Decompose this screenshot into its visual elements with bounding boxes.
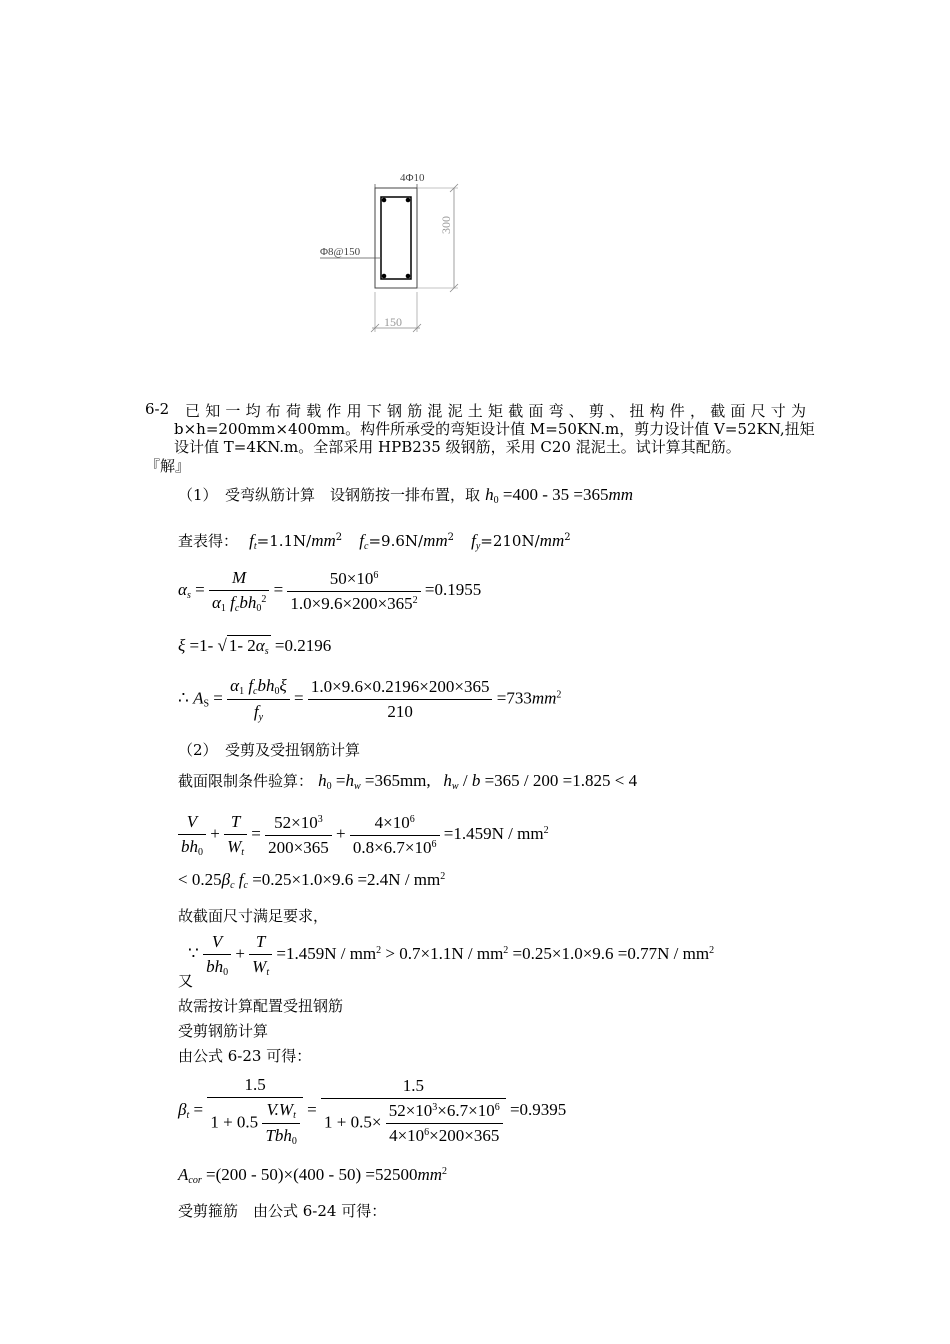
stirrup-label-line: 受剪箍筋 由公式 6-24 可得： xyxy=(178,1202,387,1220)
xi-equation: ξ =1- √ 1- $2\alpha_s =0.2196$ xyxy=(178,636,332,657)
beta-t-equation: $\beta_t$ = 1.5 1 + 0.5 $\frac{V.W_t}{Tbh_0}$ = 1.5 1 + 0.5× $\frac{52\times 10^3\times 6.7\times 10^6}{4\times 10^6\times 200\times 365}$ =0.9395 xyxy=(178,1075,567,1147)
height-dim-label: 300 xyxy=(439,216,453,234)
shear-calc-label: 受剪钢筋计算 xyxy=(178,1022,269,1040)
fc-value: =9.6N/ xyxy=(368,532,424,550)
problem-number: 6-2 xyxy=(145,400,170,418)
rebar-label: 4Φ10 xyxy=(400,172,425,184)
solution-label: 『解』 xyxy=(145,457,191,475)
problem-line-2: b×h=200mm×400mm。构件所承受的弯矩设计值 M=50KN.m，剪力设计值 V=52KN,扭矩 xyxy=(174,420,815,438)
formula-ref: 由公式 6-23 可得： xyxy=(178,1047,312,1065)
ft-value: =1.1N/ xyxy=(256,532,312,550)
lookup-label: 查表得： xyxy=(178,532,239,550)
lookup-line: 查表得： $f_t=1.1N/mm^2$ $f_c=9.6N/mm^2$ $f_y=210N/mm^2$ xyxy=(178,531,571,552)
step2-heading: （2） 受剪及受扭钢筋计算 xyxy=(178,741,361,759)
combined-check: $\frac{V}{bh_0}$ + $\frac{T}{W_t}$ = $\frac{52\times 10^3}{200\times 365}$ + $\frac{4\times 10^6}{0.8\times 6.7\times 10^6}$ $=1.459N / mm^2$ xyxy=(178,812,549,858)
step1-line xyxy=(178,484,633,506)
conclusion-2: 故需按计算配置受扭钢筋 xyxy=(178,997,344,1015)
problem-line-1: 已知一均布荷载作用下钢筋混泥土矩截面弯、剪、扭构件，截面尺寸为 xyxy=(185,402,812,420)
problem-line-3: 设计值 T=4KN.m。全部采用 HPB235 级钢筋，采用 C20 混泥土。试计算其配筋。 xyxy=(174,438,741,456)
bound-line: < $0.25\beta_c$ $f_c =0.25\times 1.0\times 9.6 =2.4N / mm^2$ xyxy=(178,870,446,891)
as-equation: ∴ $A_S$ = $\frac{\alpha_1 f_cbh_0\xi}{f_y}$ = $\frac{1.0\times 9.6\times 0.2196\times 200\times 365}{210}$ $=733mm^2$ xyxy=(178,676,562,723)
width-dim-label: 150 xyxy=(384,315,402,329)
cross-section-figure xyxy=(300,160,480,340)
h0-equation: $h_0 =400 - 35 =365mm$ xyxy=(485,485,634,506)
stirrup-label: Φ8@150 xyxy=(320,246,361,258)
limit-line: 截面限制条件验算： $h_0 =h_w =365mm$, $h_w / b =365 / 200 =1.825 < 4$ xyxy=(178,771,638,792)
step1-heading: （1） 受弯纵筋计算 设钢筋按一排布置，取 xyxy=(178,486,481,504)
conclusion-1: 故截面尺寸满足要求， xyxy=(178,907,329,925)
fy-value: =210N/ xyxy=(480,532,540,550)
again-label: 又 xyxy=(178,972,194,990)
alpha-s-equation: $\alpha_s$ = $\frac{M}{\alpha_1 f_cbh_0^2}$ = $\frac{50\times 10^6}{1.0\times 9.6\times 200\times 365^2}$ =0.1955 xyxy=(178,568,482,614)
torsion-check: ∵ $\frac{V}{bh_0}$ + $\frac{T}{W_t}$ $=1.459N / mm^2 > 0.7\times 1.1N / mm^2 =0.25\times 1.0\times 9.6 =0.77N / mm^2$ xyxy=(188,932,715,978)
acor-equation: $A_{cor} =(200 - 50)\times(400 - 50) =52500mm^2$ xyxy=(178,1165,448,1186)
